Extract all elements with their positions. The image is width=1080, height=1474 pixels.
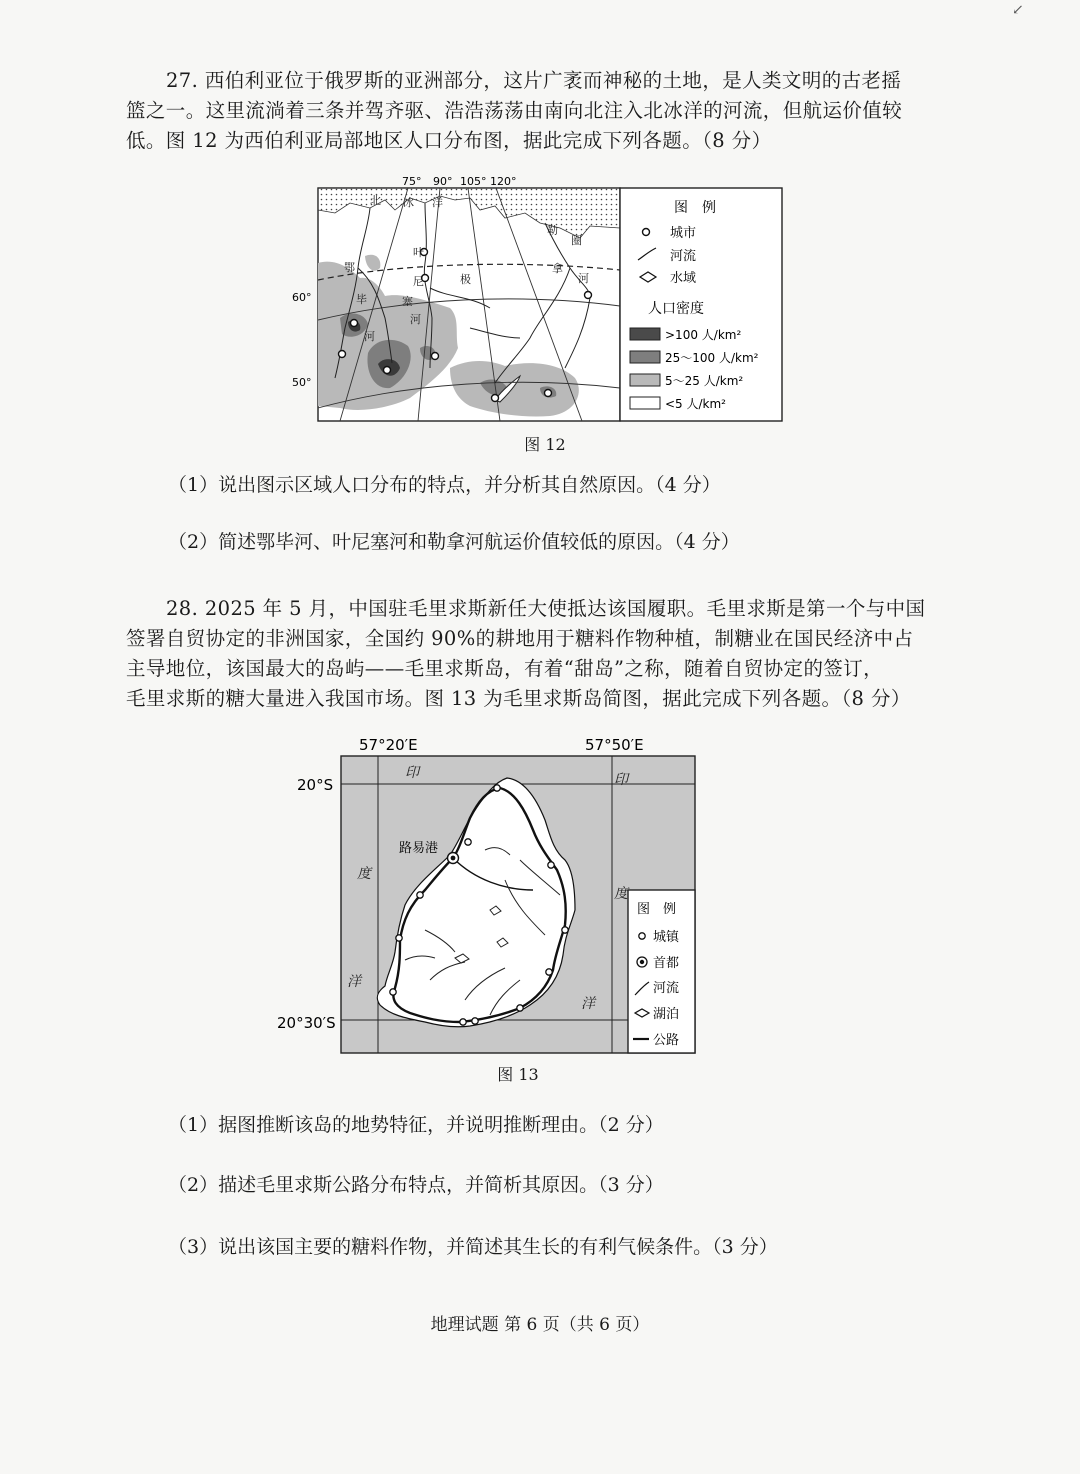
map-legend — [628, 890, 695, 1053]
lon-label-right: 57°50′E — [585, 736, 644, 754]
q27-sub2: （2）简述鄂毕河、叶尼塞河和勒拿河航运价值较低的原因。（4 分） — [168, 531, 740, 553]
legend-label: 首都 — [653, 956, 680, 971]
q27-line1: 西伯利亚位于俄罗斯的亚洲部分，这片广袤而神秘的土地，是人类文明的古老摇 — [204, 69, 902, 92]
legend-label: 水域 — [670, 271, 697, 286]
q28-line2: 签署自贸协定的非洲国家，全国约 90%的耕地用于糖料作物种植，制糖业在国民经济中占 — [126, 627, 914, 650]
density-swatch — [630, 351, 660, 363]
q28-line3: 主导地位，该国最大的岛屿——毛里求斯岛，有着“甜岛”之称，随着自贸协定的签订， — [126, 657, 884, 680]
legend-label: 公路 — [653, 1033, 680, 1048]
legend-title: 图 例 — [637, 902, 677, 917]
q28-sub1: （1）据图推断该岛的地势特征，并说明推断理由。（2 分） — [168, 1114, 664, 1136]
legend-label: 城镇 — [653, 930, 680, 945]
map-label-arctic: 极 — [460, 273, 471, 286]
q28-sub2: （2）描述毛里求斯公路分布特点，并简析其原因。（3 分） — [168, 1174, 664, 1196]
sea-label: 印 — [614, 772, 628, 788]
map-label-yenisei: 塞 — [402, 295, 413, 308]
map-label-yenisei: 河 — [410, 313, 421, 326]
map-legend — [620, 188, 782, 421]
density-swatch — [630, 374, 660, 386]
corner-mark: ↙ — [1012, 2, 1024, 18]
density-swatch — [630, 397, 660, 409]
density-swatch — [630, 328, 660, 340]
sea-label: 度 — [614, 886, 628, 902]
legend-label: 河流 — [653, 981, 680, 996]
map-label-yang: 洋 — [432, 196, 443, 209]
lat-label: 60° — [292, 291, 312, 304]
map-label-lena: 勒 — [547, 224, 558, 237]
q27-line2: 篮之一。这里流淌着三条并驾齐驱、浩浩荡荡由南向北注入北冰洋的河流，但航运价值较 — [126, 99, 903, 122]
sea-label: 度 — [357, 866, 371, 882]
q28-intro — [126, 594, 976, 714]
lon-label: 90° — [433, 175, 453, 188]
page-footer: 地理试题 第 6 页（共 6 页） — [430, 1315, 650, 1335]
sea-label: 洋 — [581, 996, 595, 1012]
q27-intro — [126, 66, 976, 156]
legend-label: 25～100 人/km² — [665, 351, 759, 365]
q27-line3: 低。图 12 为西伯利亚局部地区人口分布图，据此完成下列各题。（8 分） — [126, 129, 772, 152]
legend-label: 5～25 人/km² — [665, 374, 744, 388]
map-label-yenisei: 尼 — [413, 275, 424, 288]
q28-line4: 毛里求斯的糖大量进入我国市场。图 13 为毛里求斯岛简图，据此完成下列各题。（8 分） — [126, 687, 911, 710]
map-label-ob: 鄂 — [344, 261, 355, 274]
map-label-ob: 毕 — [356, 293, 367, 306]
legend-label: 湖泊 — [653, 1007, 680, 1022]
map-label-yenisei: 叶 — [413, 246, 424, 259]
lon-label-left: 57°20′E — [359, 736, 418, 754]
q27-number: 27. — [166, 69, 199, 92]
mauritius-map — [275, 730, 705, 1060]
map-label-ob: 河 — [364, 330, 375, 343]
q28-number: 28. — [166, 597, 199, 620]
legend-label: <5 人/km² — [665, 397, 726, 411]
port-label: 路易港 — [399, 841, 439, 856]
q28-line1: 2025 年 5 月，中国驻毛里求斯新任大使抵达该国履职。毛里求斯是第一个与中国 — [204, 597, 926, 620]
map-label-lena: 河 — [578, 272, 589, 285]
map-label-lena: 拿 — [552, 262, 563, 275]
town-icon — [639, 933, 645, 939]
lon-label: 105° — [460, 175, 487, 188]
q28-sub3: （3）说出该国主要的糖料作物，并简述其生长的有利气候条件。（3 分） — [168, 1236, 778, 1258]
sea-label: 印 — [405, 765, 419, 781]
city-icon — [643, 229, 650, 236]
lon-label: 75° — [402, 175, 422, 188]
lat-label-top: 20°S — [297, 776, 334, 794]
map-label-arctic: 圈 — [571, 234, 582, 247]
legend-label: 城市 — [670, 226, 697, 241]
map-label-bing: 冰 — [403, 196, 414, 209]
legend-label: >100 人/km² — [665, 328, 742, 342]
legend-label: 河流 — [670, 249, 697, 264]
map-label-bei: 北 — [370, 194, 381, 207]
lat-label: 50° — [292, 376, 312, 389]
legend-title: 图 例 — [674, 200, 716, 216]
sea-label: 洋 — [347, 974, 361, 990]
density-title: 人口密度 — [648, 301, 704, 317]
lat-label-bottom: 20°30′S — [277, 1014, 336, 1032]
lon-label: 120° — [490, 175, 517, 188]
figure12-caption: 图 12 — [524, 435, 566, 454]
siberia-population-map — [290, 168, 790, 430]
figure13-caption: 图 13 — [497, 1065, 539, 1084]
q27-sub1: （1）说出图示区域人口分布的特点，并分析其自然原因。（4 分） — [168, 474, 721, 496]
